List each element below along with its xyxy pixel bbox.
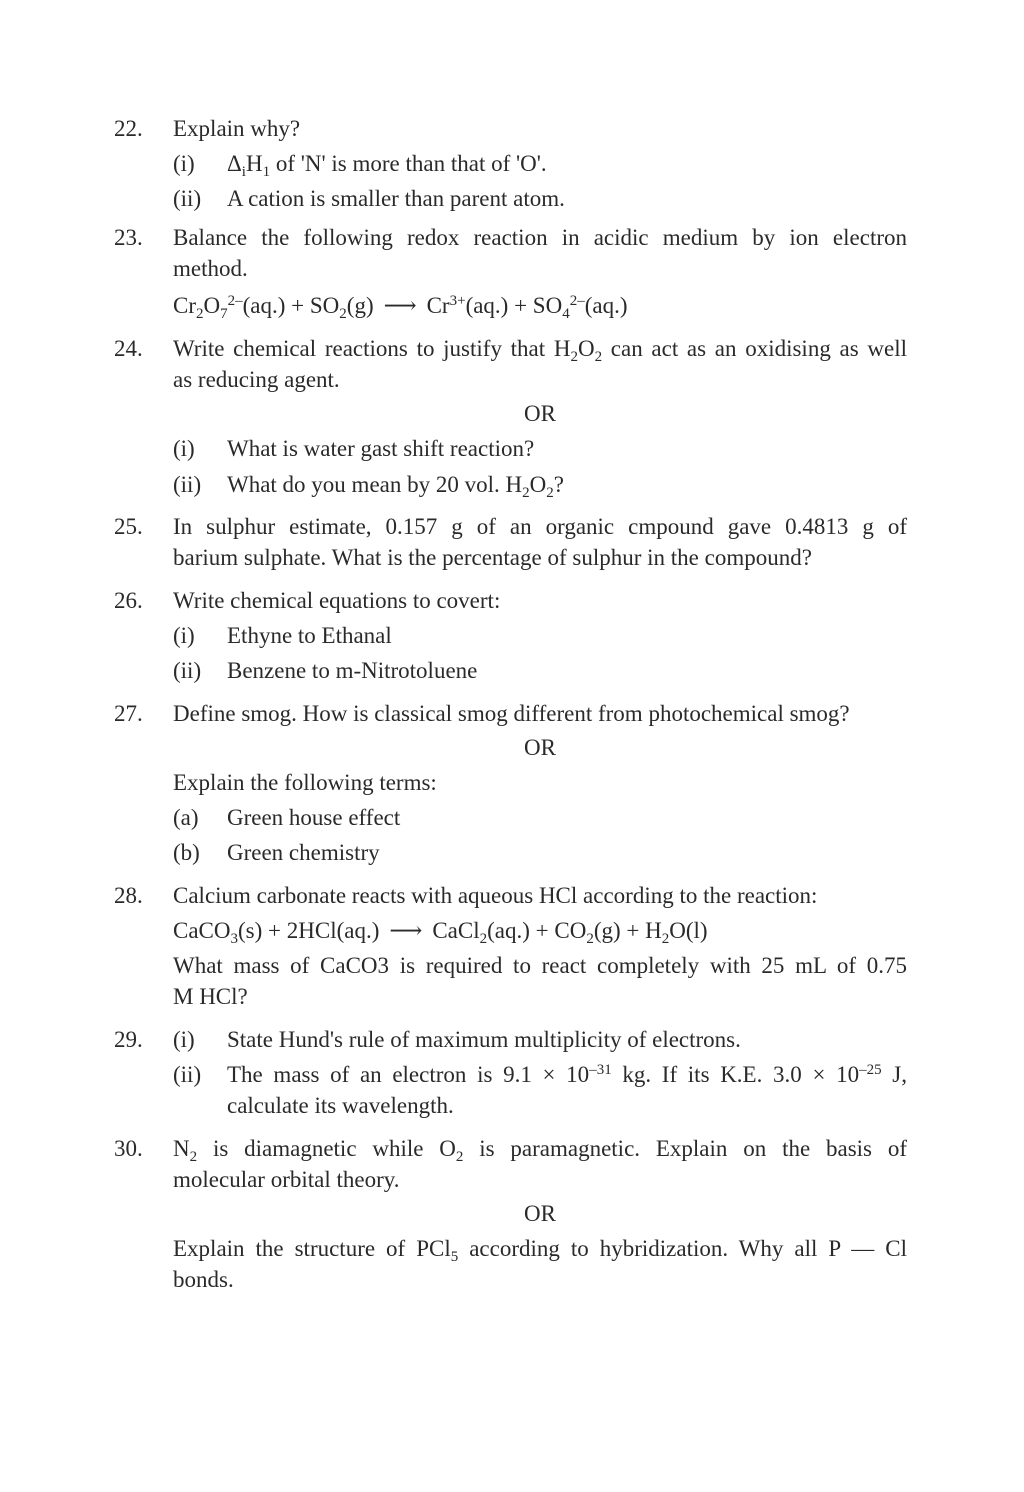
sub-text: The mass of an electron is $9.1 \times 10^{-31}$ kg. If its K.E. $3.0 \times 10^{-25}$ J, [227,1062,908,1087]
sub-question [173,1024,907,1055]
question-line: Balance the following redox reaction in acidic medium by ion electron [173,225,907,250]
sub-question [173,433,907,464]
sub-label: (ii) [173,472,202,497]
question-body [173,222,907,321]
sub-question [173,837,907,868]
question-line: M HCl? [173,984,248,1009]
question-intro: Explain why? [173,116,301,141]
sub-text: What do you mean by 20 vol. $H_2O_2$? [227,472,564,501]
question-body [173,333,907,500]
redox-equation: $Cr_2O_7^{2-}(aq.) + SO_2(g)$ ⟶ $Cr^{3+}(aq.) + SO_4^{2-}(aq.)$ [173,290,907,321]
question-number: 28. [114,883,143,908]
question-line: barium sulphate. What is the percentage of sulphur in the compound? [173,545,812,570]
question-line: molecular orbital theory. [173,1167,400,1192]
sub-question [173,1059,907,1121]
question-line: Calcium carbonate reacts with aqueous HCl according to the reaction: [173,883,818,908]
question-line: Explain the structure of PCl$_5$ according to hybridization. Why all P — Cl [173,1236,907,1265]
question-body [173,698,907,868]
question-number: 25. [114,514,143,539]
question-number: 29. [114,1027,143,1052]
question-line: Write chemical reactions to justify that $H_2O_2$ can act as an oxidising as well [173,336,907,365]
reaction-arrow-icon: ⟶ [383,293,417,318]
sub-label: (b) [173,840,200,865]
question-line: method. [173,256,248,281]
sub-text: A cation is smaller than parent atom. [227,186,565,211]
sub-question [173,148,907,179]
sub-question [173,655,907,686]
sub-question [173,802,907,833]
sub-label: (ii) [173,1062,202,1087]
sub-text: What is water gast shift reaction? [227,436,535,461]
sub-label: (i) [173,1027,195,1052]
question-intro: Write chemical equations to covert: [173,588,501,613]
question-body [173,511,907,573]
question-number: 23. [114,225,143,250]
question-body [173,585,907,686]
sub-label: (i) [173,151,195,176]
question-body [173,1024,907,1121]
question-number: 24. [114,336,143,361]
or-separator: OR [524,1201,556,1226]
reaction-arrow-icon: ⟶ [389,918,423,943]
sub-label: (ii) [173,186,202,211]
sub-text: $\Delta_iH_1$ of 'N' is more than that of 'O'. [227,151,547,180]
sub-question [173,183,907,214]
sub-label: (i) [173,623,195,648]
or-separator: OR [524,735,556,760]
question-line: What mass of CaCO3 is required to react completely with 25 mL of 0.75 [173,953,907,978]
sub-label: (a) [173,805,199,830]
question-body [173,113,907,214]
question-line: Define smog. How is classical smog different from photochemical smog? [173,701,850,726]
reaction-equation: CaCO$_3$(s) + 2HCl(aq.) ⟶ CaCl$_2$(aq.) + $CO_2(g) + H_2O(l)$ [173,915,907,946]
question-body [173,880,907,1012]
sub-label: (i) [173,436,195,461]
question-line: as reducing agent. [173,367,340,392]
question-line: $N_2$ is diamagnetic while $O_2$ is paramagnetic. Explain on the basis of [173,1136,907,1165]
sub-text: Ethyne to Ethanal [227,623,392,648]
question-number: 30. [114,1136,143,1161]
sub-label: (ii) [173,658,202,683]
sub-question [173,469,907,500]
question-body [173,1133,907,1295]
sub-text: calculate its wavelength. [227,1093,454,1118]
sub-text: Benzene to m-Nitrotoluene [227,658,478,683]
question-line: bonds. [173,1267,234,1292]
sub-question [173,620,907,651]
question-number: 22. [114,116,143,141]
question-line: In sulphur estimate, 0.157 g of an organic cmpound gave 0.4813 g of [173,514,907,539]
sub-text: State Hund's rule of maximum multiplicity of electrons. [227,1027,741,1052]
question-intro: Explain the following terms: [173,770,437,795]
sub-text: Green house effect [227,805,401,830]
question-number: 27. [114,701,143,726]
question-number: 26. [114,588,143,613]
sub-text: Green chemistry [227,840,380,865]
or-separator: OR [524,401,556,426]
